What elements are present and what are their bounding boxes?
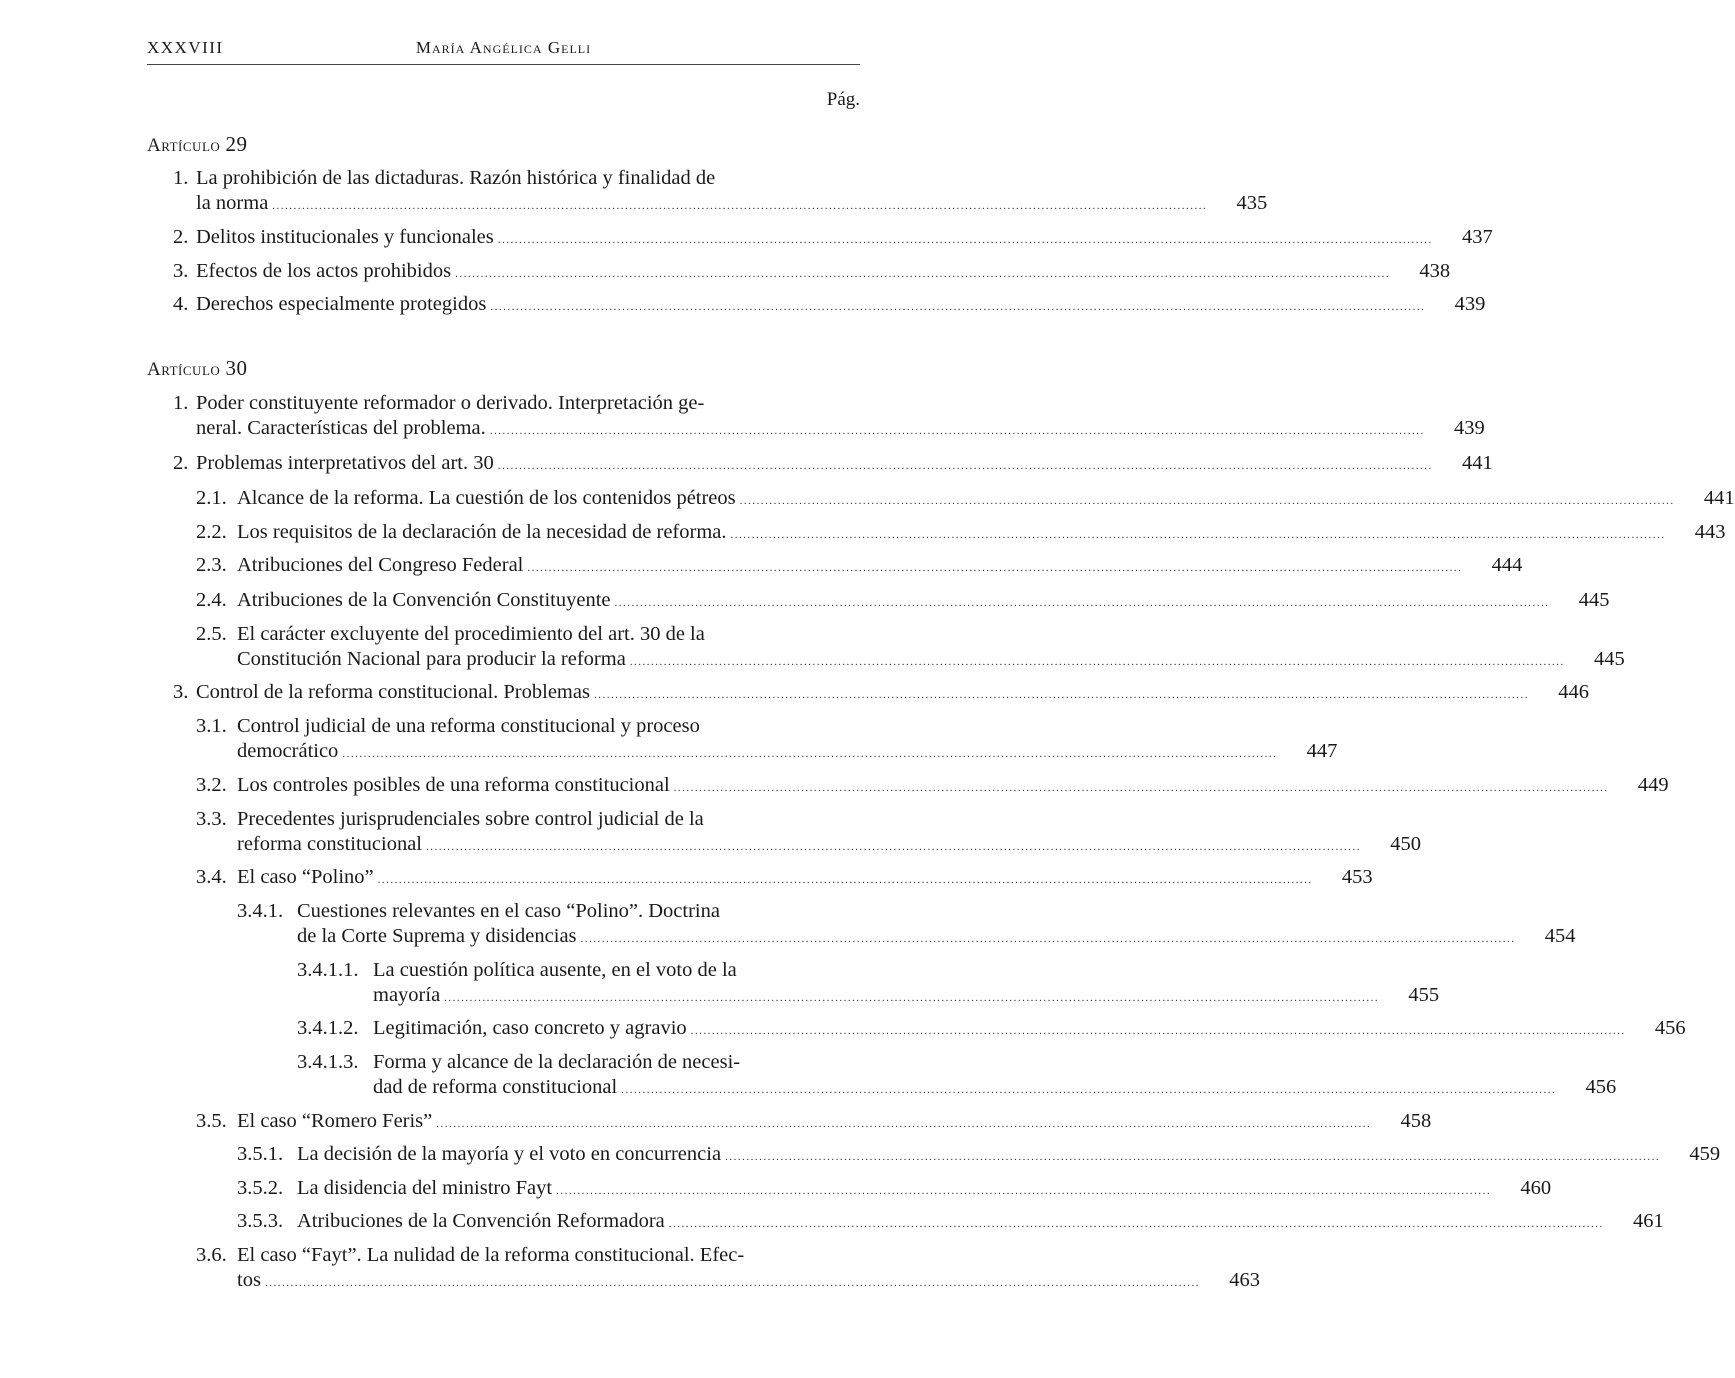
toc-entry xyxy=(196,773,1669,801)
running-header xyxy=(147,34,860,65)
toc-entry-page: 461 xyxy=(1633,1210,1664,1232)
toc-entry-text: El caso “Polino” xyxy=(237,866,374,888)
dot-leader: ............................................................................................................................................................................................................................ xyxy=(690,1025,1626,1037)
toc-entry-page: 454 xyxy=(1544,924,1576,947)
toc-entry-page: 460 xyxy=(1520,1177,1552,1199)
toc-entry-text: reforma constitucional xyxy=(237,832,423,855)
toc-entry-page: 437 xyxy=(1462,226,1493,248)
toc-entry-text: El caso “Romero Feris” xyxy=(237,1110,433,1132)
article-number: 30 xyxy=(225,356,248,380)
toc-entry-number: 3.4.1.1. xyxy=(297,959,359,981)
toc-entry xyxy=(196,865,1373,893)
toc-entry-number: 3. xyxy=(173,260,189,282)
dot-leader: ............................................................................................................................................................................................................................ xyxy=(497,460,1433,472)
article-label: Artículo xyxy=(147,135,221,156)
toc-entry xyxy=(237,1176,1552,1204)
toc-entry-page: 438 xyxy=(1419,260,1451,282)
toc-entry xyxy=(297,1016,1686,1044)
toc-entry xyxy=(297,958,1440,1010)
toc-entry xyxy=(173,680,1589,708)
toc-entry-text: Alcance de la reforma. La cuestión de los contenidos pétreos xyxy=(237,487,736,509)
toc-entry xyxy=(196,622,1625,674)
toc-entry xyxy=(173,166,1268,218)
toc-entry-text: Forma y alcance de la declaración de necesi- xyxy=(373,1051,741,1073)
toc-entry-text: de la Corte Suprema y disidencias xyxy=(297,924,577,947)
toc-entry xyxy=(173,292,1486,320)
toc-entry-text: Legitimación, caso concreto y agravio xyxy=(373,1017,687,1039)
toc-entry-text: neral. Características del problema. xyxy=(196,416,486,439)
toc-entry xyxy=(173,391,1485,443)
toc-entry xyxy=(196,553,1523,581)
toc-entry-page: 443 xyxy=(1694,521,1726,543)
toc-entry-page: 458 xyxy=(1400,1110,1432,1132)
toc-entry-text: dad de reforma constitucional xyxy=(373,1075,618,1098)
toc-entry-page: 456 xyxy=(1654,1017,1686,1039)
article-heading-29 xyxy=(147,132,248,157)
toc-entry-number: 3.5.3. xyxy=(237,1210,284,1232)
dot-leader: ............................................................................................................................................................................................................................ xyxy=(621,1083,1557,1096)
dot-leader: ............................................................................................................................................................................................................................ xyxy=(264,1276,1200,1289)
toc-entry xyxy=(237,899,1576,951)
dot-leader: ............................................................................................................................................................................................................................ xyxy=(580,932,1516,945)
toc-entry-text: La cuestión política ausente, en el voto de la xyxy=(373,959,737,981)
page-number: XXXVIII xyxy=(147,38,224,57)
dot-leader: ............................................................................................................................................................................................................................ xyxy=(436,1118,1372,1130)
toc-entry-page: 439 xyxy=(1453,416,1485,439)
toc-entry xyxy=(196,1109,1432,1137)
toc-entry-number: 3.4.1.3. xyxy=(297,1051,359,1073)
toc-entry-number: 3.1. xyxy=(196,715,227,737)
dot-leader: ............................................................................................................................................................................................................................ xyxy=(730,529,1666,541)
toc-entry-text: Atribuciones de la Convención Constituyente xyxy=(237,589,611,611)
toc-entry-page: 453 xyxy=(1341,866,1373,888)
toc-entry-page: 455 xyxy=(1408,983,1440,1006)
dot-leader: ............................................................................................................................................................................................................................ xyxy=(527,562,1463,574)
toc-entry-text: Atribuciones del Congreso Federal xyxy=(237,554,524,576)
toc-entry-number: 2.2. xyxy=(196,521,227,543)
running-head-author: María Angélica Gelli xyxy=(415,38,592,57)
toc-entry xyxy=(196,1243,1260,1295)
dot-leader: ............................................................................................................................................................................................................................ xyxy=(489,424,1425,437)
toc-entry-page: 446 xyxy=(1558,681,1589,703)
toc-entry-text: La prohibición de las dictaduras. Razón histórica y finalidad de xyxy=(196,167,716,189)
toc-entry-number: 3.2. xyxy=(196,774,227,796)
toc-entry-number: 3.5.1. xyxy=(237,1143,284,1165)
toc-entry-number: 2. xyxy=(173,452,189,474)
toc-entry xyxy=(297,1050,1617,1102)
dot-leader: ............................................................................................................................................................................................................................ xyxy=(455,268,1391,280)
toc-entry-text: democrático xyxy=(237,739,339,762)
toc-entry-number: 3. xyxy=(173,681,189,703)
toc-entry-number: 3.4.1. xyxy=(237,900,284,922)
toc-entry-text: Efectos de los actos prohibidos xyxy=(196,260,452,282)
dot-leader: ............................................................................................................................................................................................................................ xyxy=(725,1151,1661,1163)
toc-entry xyxy=(173,225,1493,253)
toc-entry-text: El carácter excluyente del procedimiento del art. 30 de la xyxy=(237,623,705,645)
toc-entry xyxy=(196,714,1338,766)
toc-entry-text: Los controles posibles de una reforma constitucional xyxy=(237,774,670,796)
dot-leader: ............................................................................................................................................................................................................................ xyxy=(673,782,1609,794)
toc-entry-number: 3.6. xyxy=(196,1244,227,1266)
toc-entry-page: 449 xyxy=(1637,774,1669,796)
toc-entry xyxy=(196,520,1726,548)
toc-entry-text: mayoría xyxy=(373,983,441,1006)
dot-leader: ............................................................................................................................................................................................................................ xyxy=(668,1218,1604,1230)
toc-entry-page: 445 xyxy=(1578,589,1610,611)
toc-entry-number: 3.4. xyxy=(196,866,227,888)
article-number: 29 xyxy=(225,132,248,156)
toc-entry xyxy=(173,259,1451,287)
toc-entry xyxy=(237,1209,1664,1237)
toc-entry-number: 4. xyxy=(173,293,189,315)
toc-entry-text: Precedentes jurisprudenciales sobre control judicial de la xyxy=(237,808,704,830)
dot-leader: ............................................................................................................................................................................................................................ xyxy=(342,747,1278,760)
dot-leader: ............................................................................................................................................................................................................................ xyxy=(556,1185,1492,1197)
dot-leader: ............................................................................................................................................................................................................................ xyxy=(497,234,1433,246)
toc-entry-text: Problemas interpretativos del art. 30 xyxy=(196,452,494,474)
toc-entry-number: 2.5. xyxy=(196,623,227,645)
toc-entry xyxy=(196,486,1735,514)
article-label: Artículo xyxy=(147,359,221,380)
toc-entry-number: 1. xyxy=(173,392,189,414)
toc-entry-text: Los requisitos de la declaración de la necesidad de reforma. xyxy=(237,521,727,543)
toc-entry-text: La disidencia del ministro Fayt xyxy=(297,1177,553,1199)
toc-entry-page: 439 xyxy=(1454,293,1486,315)
toc-entry-text: Delitos institucionales y funcionales xyxy=(196,226,494,248)
toc-entry-number: 2. xyxy=(173,226,189,248)
toc-entry-text: Constitución Nacional para producir la reforma xyxy=(237,647,626,670)
toc-entry-page: 441 xyxy=(1462,452,1493,474)
toc-entry-text: Atribuciones de la Convención Reformadora xyxy=(297,1210,665,1232)
toc-entry-text: La decisión de la mayoría y el voto en concurrencia xyxy=(297,1143,722,1165)
dot-leader: ............................................................................................................................................................................................................................ xyxy=(377,874,1313,886)
toc-entry-text: tos xyxy=(237,1268,261,1291)
toc-entry-number: 2.1. xyxy=(196,487,227,509)
toc-entry-text: Poder constituyente reformador o derivado. Interpretación ge- xyxy=(196,392,705,414)
dot-leader: ............................................................................................................................................................................................................................ xyxy=(444,991,1380,1004)
toc-entry xyxy=(196,807,1422,859)
toc-entry-page: 459 xyxy=(1689,1143,1721,1165)
dot-leader: ............................................................................................................................................................................................................................ xyxy=(593,689,1529,701)
toc-entry-page: 441 xyxy=(1703,487,1735,509)
page-column-label: Pág. xyxy=(826,89,860,110)
dot-leader: ............................................................................................................................................................................................................................ xyxy=(490,301,1426,313)
toc-entry-number: 3.5. xyxy=(196,1110,227,1132)
toc-entry-number: 1. xyxy=(173,167,189,189)
toc-entry-text: Control de la reforma constitucional. Problemas xyxy=(196,681,590,703)
toc-entry xyxy=(173,451,1493,479)
toc-entry-page: 444 xyxy=(1491,554,1523,576)
article-heading-30 xyxy=(147,356,248,381)
toc-entry-number: 3.3. xyxy=(196,808,227,830)
dot-leader: ............................................................................................................................................................................................................................ xyxy=(739,495,1675,507)
toc-entry-number: 3.5.2. xyxy=(237,1177,284,1199)
toc-entry-number: 2.4. xyxy=(196,589,227,611)
toc-entry-number: 3.4.1.2. xyxy=(297,1017,359,1039)
toc-entry-page: 463 xyxy=(1229,1268,1260,1291)
dot-leader: ............................................................................................................................................................................................................................ xyxy=(629,655,1565,668)
toc-entry-page: 450 xyxy=(1390,832,1422,855)
toc-entry-number: 2.3. xyxy=(196,554,227,576)
dot-leader: ............................................................................................................................................................................................................................ xyxy=(614,597,1550,609)
toc-entry-page: 456 xyxy=(1585,1075,1617,1098)
dot-leader: ............................................................................................................................................................................................................................ xyxy=(426,840,1362,853)
toc-entry-page: 435 xyxy=(1236,191,1268,214)
toc-entry-page: 447 xyxy=(1306,739,1338,762)
toc-entry-text: El caso “Fayt”. La nulidad de la reforma constitucional. Efec- xyxy=(237,1244,745,1266)
dot-leader: ............................................................................................................................................................................................................................ xyxy=(272,199,1208,212)
toc-entry-text: Control judicial de una reforma constitucional y proceso xyxy=(237,715,700,737)
toc-entry-text: la norma xyxy=(196,191,269,214)
toc-entry-text: Derechos especialmente protegidos xyxy=(196,293,487,315)
toc-entry xyxy=(237,1142,1721,1170)
toc-entry xyxy=(196,588,1610,616)
toc-entry-text: Cuestiones relevantes en el caso “Polino”. Doctrina xyxy=(297,900,720,922)
toc-entry-page: 445 xyxy=(1594,647,1625,670)
